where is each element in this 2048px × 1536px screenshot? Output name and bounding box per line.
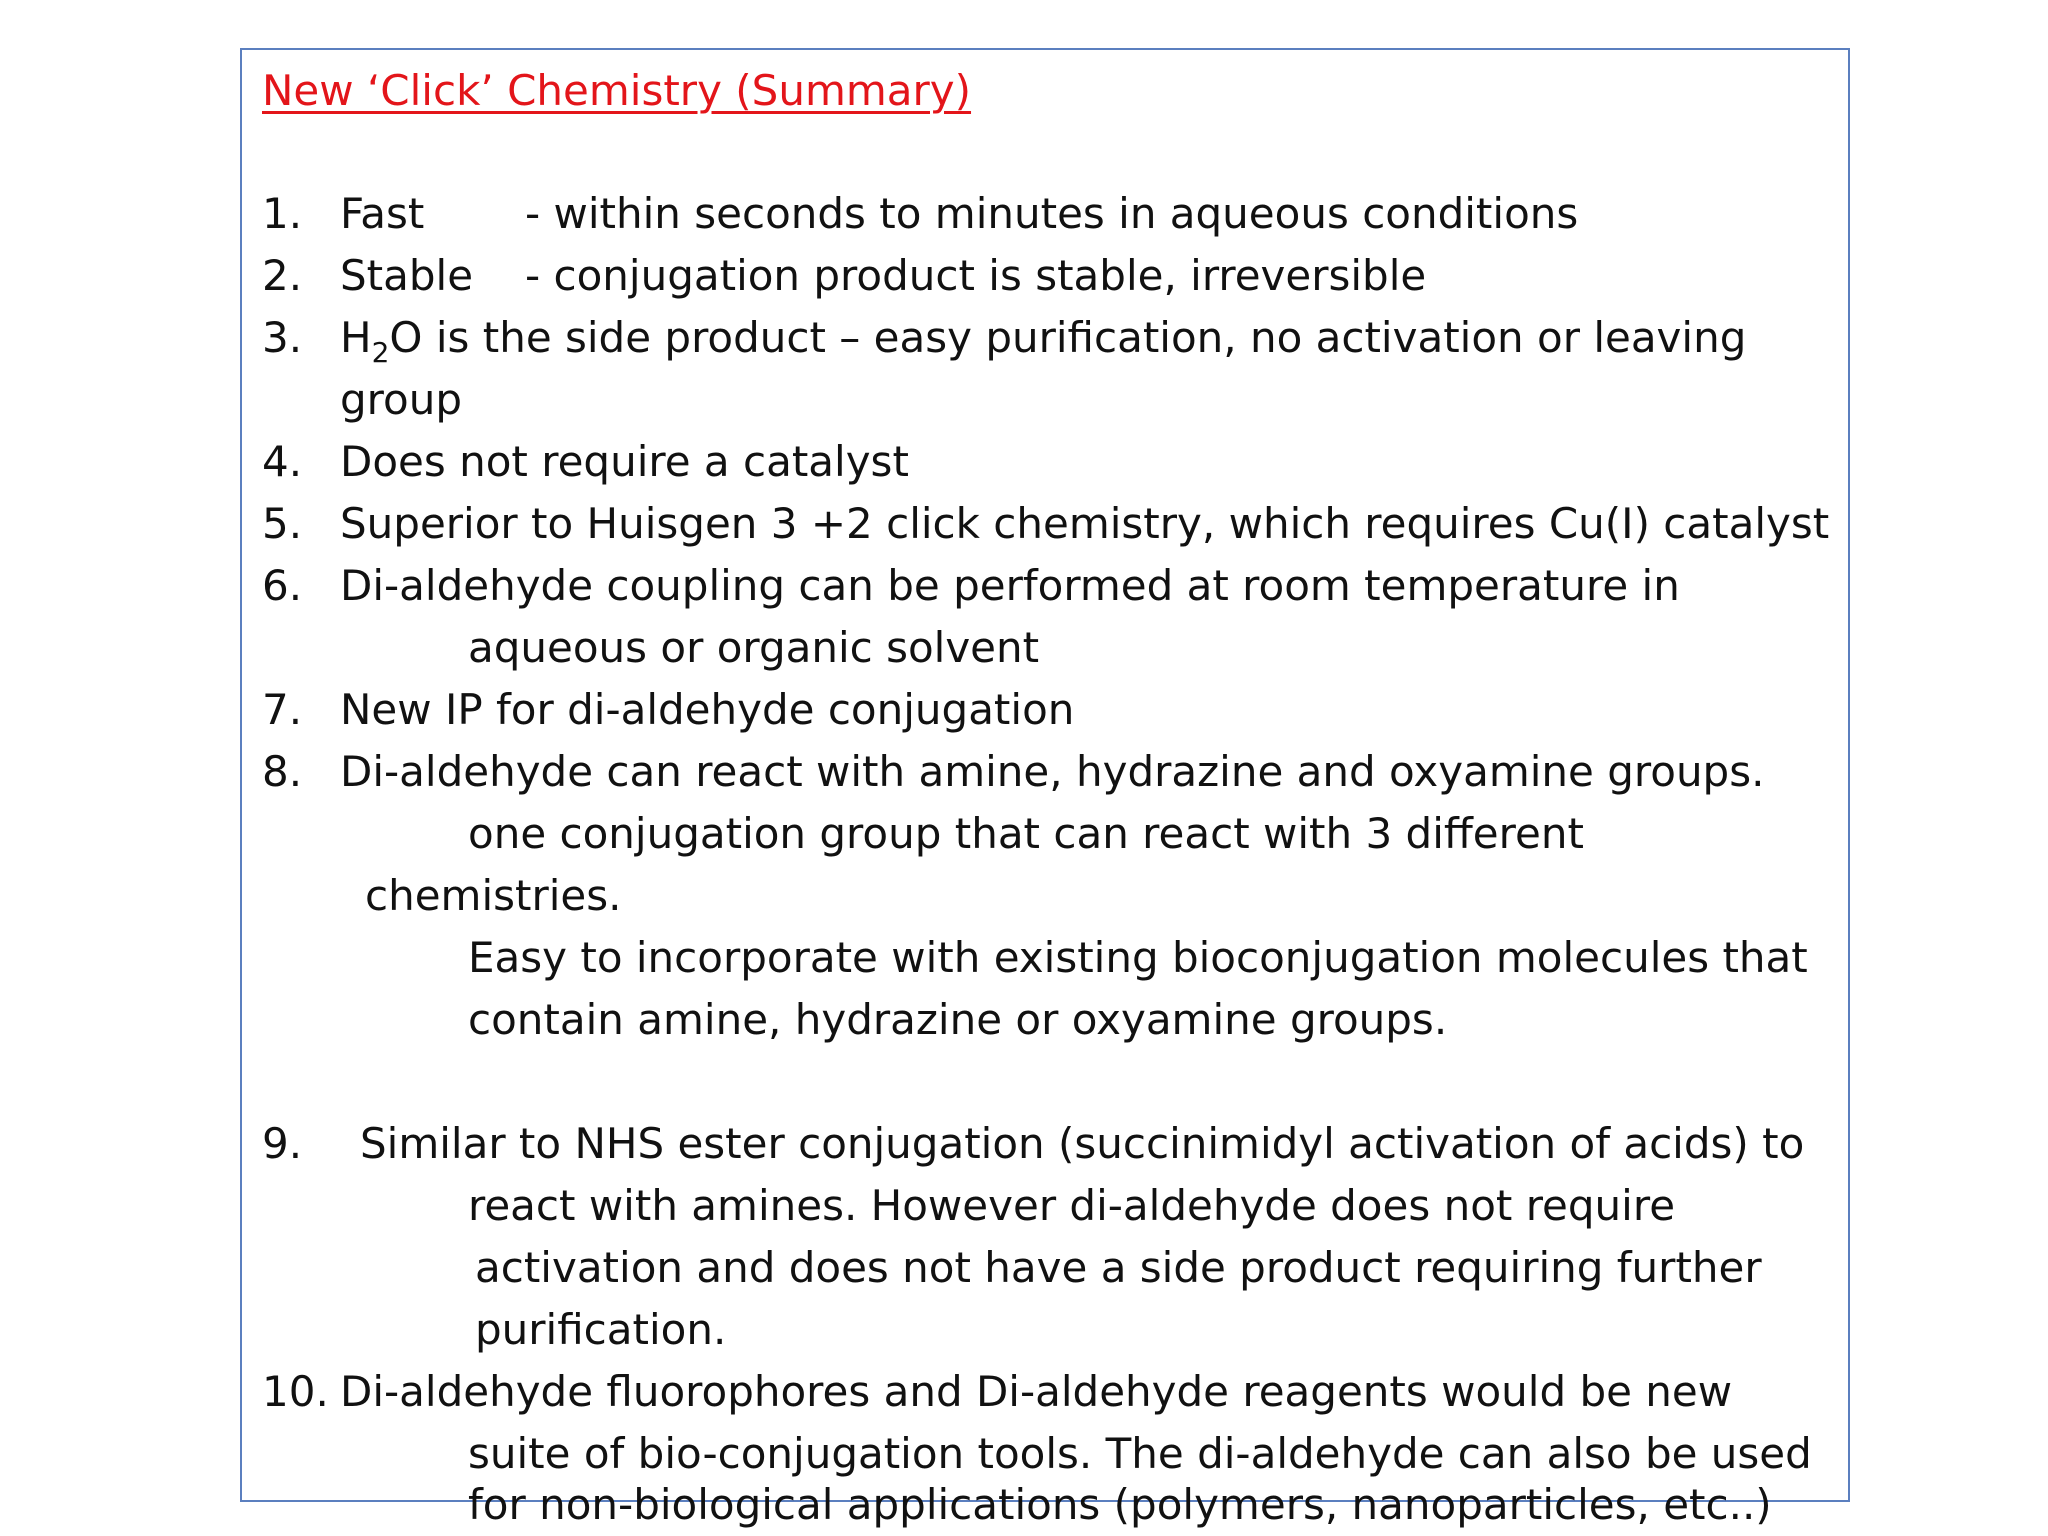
slide-title: New ‘Click’ Chemistry (Summary) [262,66,972,115]
item-8-number: 8. [262,747,303,796]
item-3-continuation: group [340,375,462,424]
item-3-subscript: 2 [371,336,390,369]
item-9-continuation-3: purification. [475,1305,727,1354]
item-2-number: 2. [262,251,303,300]
item-1-number: 1. [262,189,303,238]
item-6-number: 6. [262,561,303,610]
item-3-h: H [340,313,372,362]
item-7-number: 7. [262,685,303,734]
item-10-text: Di-aldehyde fluorophores and Di-aldehyde reagents would be new [340,1367,1733,1416]
item-10-number: 10. [262,1367,329,1416]
item-9-text: Similar to NHS ester conjugation (succinimidyl activation of acids) to [360,1119,1805,1168]
item-4-text: Does not require a catalyst [340,437,909,486]
item-3-rest: O is the side product – easy purification, no activation or leaving [389,313,1747,362]
item-6-continuation: aqueous or organic solvent [468,623,1040,672]
item-8-continuation-3: Easy to incorporate with existing bioconjugation molecules that [468,933,1808,982]
item-9-number: 9. [262,1119,303,1168]
item-1-label: Fast [340,189,425,238]
item-5-text: Superior to Huisgen 3 +2 click chemistry, which requires Cu(I) catalyst [340,499,1830,548]
item-8-text: Di-aldehyde can react with amine, hydrazine and oxyamine groups. [340,747,1765,796]
item-5-number: 5. [262,499,303,548]
item-2-label: Stable [340,251,474,300]
item-7-text: New IP for di-aldehyde conjugation [340,685,1075,734]
item-4-number: 4. [262,437,303,486]
item-9-continuation-2: activation and does not have a side product requiring further [475,1243,1762,1292]
item-10-continuation-2: for non-biological applications (polymers, nanoparticles, etc..) [468,1480,1772,1529]
item-8-continuation-1: one conjugation group that can react with 3 different [468,809,1584,858]
item-1-text: - within seconds to minutes in aqueous conditions [525,189,1579,238]
item-8-continuation-4: contain amine, hydrazine or oxyamine groups. [468,995,1448,1044]
item-9-continuation-1: react with amines. However di-aldehyde does not require [468,1181,1676,1230]
item-6-text: Di-aldehyde coupling can be performed at room temperature in [340,561,1680,610]
item-2-text: - conjugation product is stable, irreversible [525,251,1427,300]
item-10-continuation-1: suite of bio-conjugation tools. The di-aldehyde can also be used [468,1429,1812,1478]
item-3-number: 3. [262,313,303,362]
item-8-continuation-2: chemistries. [365,871,622,920]
item-3-text [340,307,1746,369]
